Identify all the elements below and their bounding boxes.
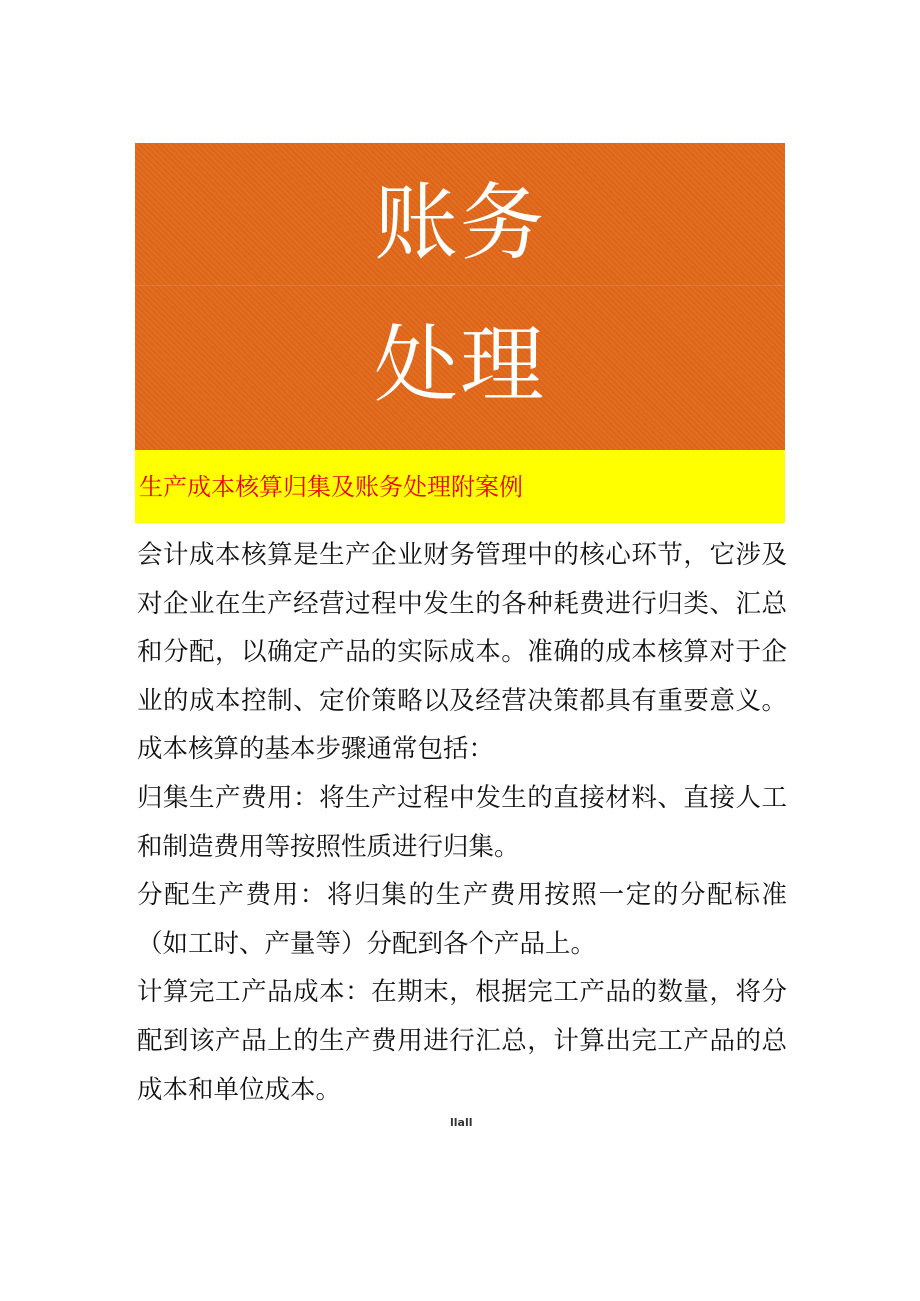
banner-divider: [135, 285, 785, 286]
document-body: [137, 531, 787, 1114]
page-footer-mark: llall: [450, 1116, 473, 1129]
title-banner: [135, 143, 785, 450]
document-subtitle: 生产成本核算归集及账务处理附案例: [139, 473, 523, 501]
subtitle-highlight-bar: [135, 450, 785, 523]
step-allocate-costs: 分配生产费用：将归集的生产费用按照一定的分配标准（如工时、产量等）分配到各个产品上。: [137, 880, 787, 959]
banner-title-line-1: 账务: [373, 174, 546, 272]
step-calculate-finished-cost: 计算完工产品成本：在期末，根据完工产品的数量，将分配到该产品上的生产费用进行汇总，计算出完工产品的总成本和单位成本。: [137, 977, 787, 1105]
intro-paragraph: 会计成本核算是生产企业财务管理中的核心环节，它涉及对企业在生产经营过程中发生的各种耗费进行归类、汇总和分配，以确定产品的实际成本。准确的成本核算对于企业的成本控制、定价策略以及经营决策都具有重要意义。成本核算的基本步骤通常包括：: [137, 540, 787, 765]
step-collect-costs: 归集生产费用：将生产过程中发生的直接材料、直接人工和制造费用等按照性质进行归集。: [137, 782, 787, 862]
banner-title-line-2: 处理: [373, 316, 546, 414]
